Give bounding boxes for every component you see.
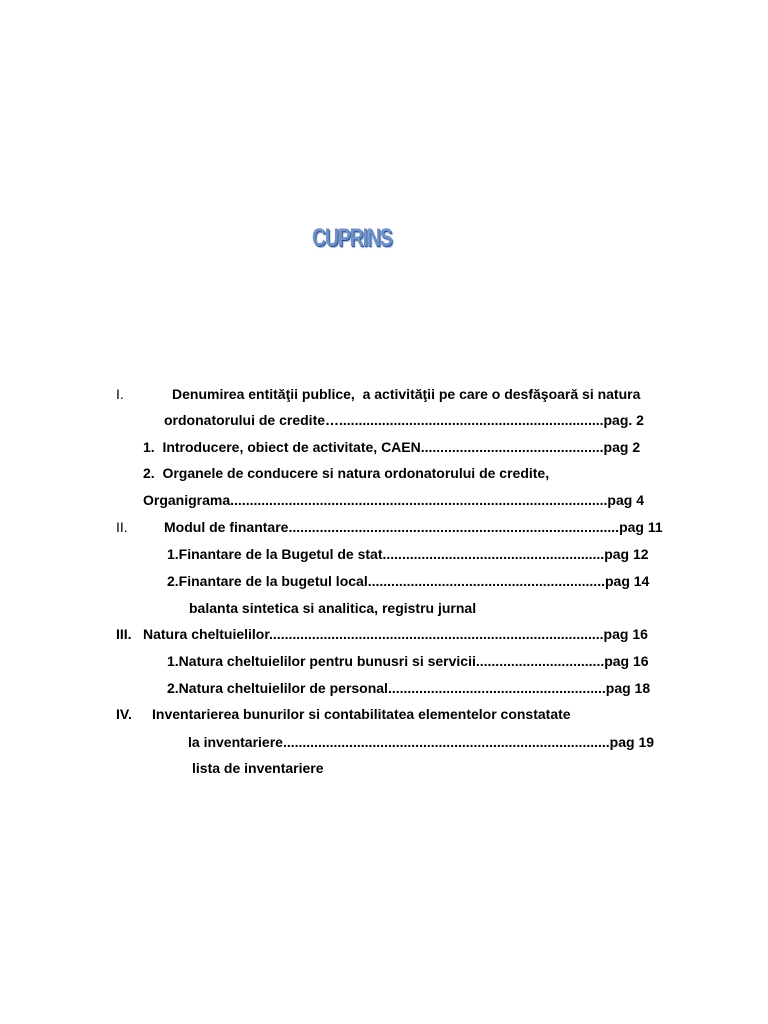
section-2-number: II. [116,519,128,535]
section-3-title: Natura cheltuielilor......................................................................................pag 16 [143,626,648,642]
section-3-item-2: 2.Natura cheltuielilor de personal........................................................pag 18 [167,680,651,696]
section-1-number: I. [116,386,124,402]
section-2-title: Modul de finantare.....................................................................................pag 11 [164,519,663,535]
section-4-title-line-1: Inventarierea bunurilor si contabilitatea elementelor constatate [152,706,571,722]
page-title: CUPRINS [312,224,392,252]
section-1-item-2-line-2: Organigrama.................................................................................................pag 4 [143,492,644,508]
section-1-title-line-1: Denumirea entităţii publice, a activităţii pe care o desfăşoară si natura [172,386,641,402]
section-3-number: III. [116,626,132,642]
section-1-title-line-2: ordonatorului de credite…....................................................................pag. 2 [164,412,644,428]
section-4-number: IV. [116,706,132,722]
section-1-item-2-line-1: 2. Organele de conducere si natura ordonatorului de credite, [143,465,550,481]
section-2-item-2: 2.Finantare de la bugetul local.............................................................pag 14 [167,573,650,589]
section-4-item-1: lista de inventariere [192,760,324,776]
section-1-item-1: 1. Introducere, obiect de activitate, CAEN...............................................pag 2 [143,439,641,455]
section-2-item-1: 1.Finantare de la Bugetul de stat.........................................................pag 12 [167,546,649,562]
section-3-item-1: 1.Natura cheltuielilor pentru bunusri si servicii.................................pag 16 [167,653,649,669]
section-2-item-3: balanta sintetica si analitica, registru jurnal [189,600,477,616]
section-4-title-line-2: la inventariere....................................................................................pag 19 [188,734,655,750]
